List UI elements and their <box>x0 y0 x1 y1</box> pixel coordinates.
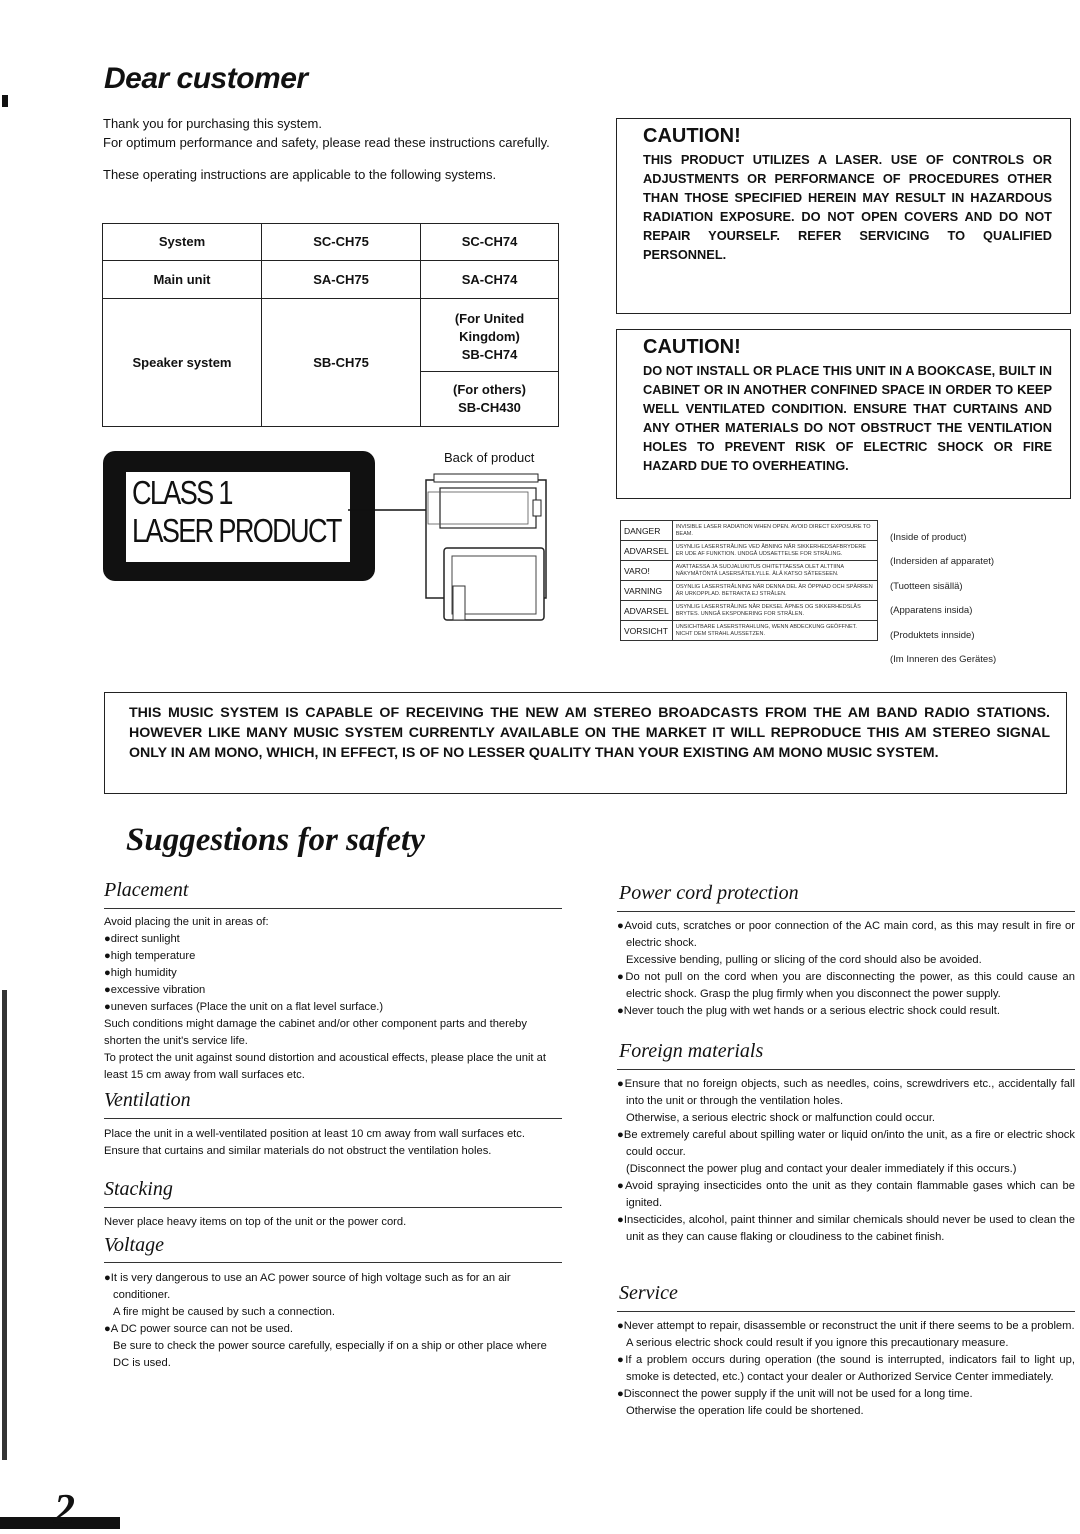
foreign-bullet-2-note: (Disconnect the power plug and contact your dealer immediately if this occurs.) <box>626 1163 1017 1175</box>
voltage-bullet-1: ●It is very dangerous to use an AC power source of high voltage such as for an air conditioner. <box>104 1272 511 1301</box>
systems-table <box>102 223 559 427</box>
voltage-bullet-2: ●A DC power source can not be used. <box>104 1323 293 1335</box>
scan-mark <box>2 95 8 107</box>
service-bullet-3-note: Otherwise the operation life could be shortened. <box>626 1405 864 1417</box>
laser-warning-label <box>620 520 878 641</box>
warning-word: DANGER <box>621 521 673 541</box>
list-item: ●high temperature <box>104 950 196 962</box>
power-cord-heading: Power cord protection <box>619 882 799 904</box>
warning-notes <box>890 526 996 672</box>
caution-ventilation-heading: CAUTION! <box>643 336 741 358</box>
voltage-heading: Voltage <box>104 1234 164 1256</box>
warning-word: VARO! <box>621 561 673 581</box>
warning-note: (Indersiden af apparatet) <box>890 556 995 568</box>
warning-text: OSYNLIG LASERSTRÅLNING NÄR DENNA DEL ÄR ÖPPNAD OCH SPÄRREN ÄR URKOPPLAD. BETRAKTA EJ STRÅLEN. <box>672 581 877 601</box>
system-b: SC-CH74 <box>421 224 559 261</box>
am-stereo-notice: THIS MUSIC SYSTEM IS CAPABLE OF RECEIVING THE NEW AM STEREO BROADCASTS FROM THE AM BAND RADIO STATIONS. HOWEVER LIKE MANY MUSIC SYSTEM CURRENTLY AVAILABLE ON THE MARKET IT WILL REPRODUCE THIS AM STEREO SIGNAL ONLY IN AM MONO, WHICH, IN EFFECT, IS OF NO LESSER QUALITY THAN YOUR EXISTING AM MONO MUSIC SYSTEM. <box>104 692 1067 794</box>
system-label: System <box>103 224 262 261</box>
stacking-heading: Stacking <box>104 1178 173 1200</box>
placement-para-2: To protect the unit against sound distortion and acoustical effects, please place the unit at least 15 cm away from wall surfaces etc. <box>104 1052 546 1081</box>
power-cord-body <box>617 918 1075 1020</box>
list-item: ●excessive vibration <box>104 984 206 996</box>
placement-para-1: Such conditions might damage the cabinet and/or other component parts and thereby shorten the unit's service life. <box>104 1018 527 1047</box>
service-bullet-2: ●If a problem occurs during operation (the sound is interrupted, indicators fail to light up, smoke is detected, etc.) contact your dealer or Authorized Service Center immediately. <box>617 1354 1075 1383</box>
section-divider <box>104 908 562 909</box>
foreign-materials-body <box>617 1076 1075 1246</box>
placement-lead: Avoid placing the unit in areas of: <box>104 916 269 928</box>
stacking-body <box>104 1214 562 1231</box>
placement-heading: Placement <box>104 879 189 901</box>
warning-text: USYNLIG LASERSTRÅLING VED ÅBNING NÅR SIKKERHEDSAFBRYDERE ER UDE AF FUNKTION. UNDGÅ UDSAETTELSE FOR STRÅLING. <box>672 541 877 561</box>
foreign-bullet-1: ●Ensure that no foreign objects, such as needles, coins, screwdrivers etc., accidentally fall into the unit or through the ventilation holes. <box>617 1078 1075 1107</box>
voltage-bullet-1-note: A fire might be caused by such a connection. <box>113 1306 336 1318</box>
caution-laser-box <box>616 118 1071 314</box>
laser-label-class: CLASS 1 <box>132 474 232 511</box>
warning-row <box>621 541 878 561</box>
warning-text: AVATTAESSA JA SUOJALUKITUS OHITETTAESSA OLET ALTTIINA NÄKYMÄTÖNTÄ LASERSÄTEILYLLE. ÄLÄ KATSO SÄTEESEEN. <box>672 561 877 581</box>
laser-label-text <box>132 474 341 550</box>
intro-applicable: These operating instructions are applicable to the following systems. <box>103 167 497 182</box>
main-unit-b: SA-CH74 <box>421 261 559 299</box>
warning-row <box>621 621 878 641</box>
ventilation-body <box>104 1126 562 1160</box>
main-unit-a: SA-CH75 <box>262 261 421 299</box>
intro-thanks: Thank you for purchasing this system. <box>103 116 322 131</box>
caution-ventilation-box <box>616 329 1071 499</box>
warning-row <box>621 561 878 581</box>
list-item: ●high humidity <box>104 967 177 979</box>
laser-label-product: LASER PRODUCT <box>132 512 341 549</box>
caution-laser-heading: CAUTION! <box>643 125 741 147</box>
placement-body <box>104 914 564 1084</box>
page-title: Dear customer <box>104 62 308 95</box>
service-bullet-1: ●Never attempt to repair, disassemble or reconstruct the unit if there seems to be a problem. <box>617 1320 1075 1332</box>
service-bullet-1-note: A serious electric shock could result if you ignore this precautionary measure. <box>626 1337 1009 1349</box>
foreign-bullet-3: ●Avoid spraying insecticides onto the unit as they contain flammable gases which can be ignited. <box>617 1180 1075 1209</box>
foreign-bullet-1-note: Otherwise, a serious electric shock or malfunction could occur. <box>626 1112 936 1124</box>
warning-word: ADVARSEL <box>621 601 673 621</box>
speaker-b-other-model: SB-CH430 <box>458 400 521 415</box>
list-item: ●uneven surfaces (Place the unit on a flat level surface.) <box>104 1001 384 1013</box>
ventilation-heading: Ventilation <box>104 1089 191 1111</box>
service-body <box>617 1318 1075 1420</box>
warning-note: (Im Inneren des Gerätes) <box>890 654 997 666</box>
warning-word: VORSICHT <box>621 621 673 641</box>
ventilation-para-2: Ensure that curtains and similar materials do not obstruct the ventilation holes. <box>104 1145 492 1157</box>
warning-text: INVISIBLE LASER RADIATION WHEN OPEN. AVOID DIRECT EXPOSURE TO BEAM. <box>672 521 877 541</box>
warning-note: (Apparatens insida) <box>890 605 973 617</box>
back-of-product-caption: Back of product <box>444 450 535 465</box>
voltage-body <box>104 1270 564 1372</box>
power-bullet-3: ●Never touch the plug with wet hands or a serious electric shock could result. <box>617 1005 1000 1017</box>
warning-text: UNSICHTBARE LASERSTRAHLUNG, WENN ABDECKUNG GEÖFFNET. NICHT DEM STRAHL AUSSETZEN. <box>672 621 877 641</box>
power-bullet-1-note: Excessive bending, pulling or slicing of the cord should also be avoided. <box>626 954 982 966</box>
section-divider <box>104 1207 562 1208</box>
safety-title: Suggestions for safety <box>126 822 425 858</box>
speaker-b-other <box>421 372 559 427</box>
speaker-b-other-label: (For others) <box>453 382 526 397</box>
intro-read: For optimum performance and safety, please read these instructions carefully. <box>103 135 550 150</box>
voltage-bullet-2-note: Be sure to check the power source carefully, especially if on a ship or other place where DC is used. <box>113 1340 547 1369</box>
warning-row <box>621 521 878 541</box>
section-divider <box>617 1069 1075 1070</box>
speaker-a: SB-CH75 <box>262 299 421 427</box>
foreign-materials-heading: Foreign materials <box>619 1040 764 1062</box>
warning-row <box>621 601 878 621</box>
power-bullet-2: ●Do not pull on the cord when you are disconnecting the power, as this could cause an electric shock. Grasp the plug firmly when you disconnect the power supply. <box>617 971 1075 1000</box>
system-a: SC-CH75 <box>262 224 421 261</box>
speaker-b-uk-label: (For United Kingdom) <box>454 311 525 344</box>
section-divider <box>617 1311 1075 1312</box>
page-number: 2 <box>54 1487 75 1533</box>
warning-word: ADVARSEL <box>621 541 673 561</box>
speaker-b-uk-model: SB-CH74 <box>461 347 518 362</box>
section-divider <box>104 1118 562 1119</box>
scan-mark <box>2 990 7 1460</box>
list-item: ●direct sunlight <box>104 933 180 945</box>
warning-note: (Produktets innside) <box>890 629 975 641</box>
foreign-bullet-4: ●Insecticides, alcohol, paint thinner and similar chemicals should never be used to clean the unit as they can cause flaking or cloudiness to the cabinet finish. <box>617 1214 1075 1243</box>
ventilation-para-1: Place the unit in a well-ventilated position at least 10 cm away from wall surfaces etc. <box>104 1128 525 1140</box>
warning-row <box>621 581 878 601</box>
section-divider <box>617 911 1075 912</box>
service-bullet-3: ●Disconnect the power supply if the unit will not be used for a long time. <box>617 1388 973 1400</box>
power-bullet-1: ●Avoid cuts, scratches or poor connection of the AC main cord, as this may result in fire or electric shock. <box>617 920 1075 949</box>
caution-ventilation-text: DO NOT INSTALL OR PLACE THIS UNIT IN A BOOKCASE, BUILT IN CABINET OR IN ANOTHER CONFINED SPACE IN ORDER TO KEEP WELL VENTILATED CONDITION. ENSURE THAT CURTAINS AND ANY OTHER MATERIALS DO NOT OBSTRUCT THE VENTILATION HOLES TO PREVENT RISK OF ELECTRIC SHOCK OR FIRE HAZARD DUE TO OVERHEATING. <box>643 363 1052 473</box>
warning-text: USYNLIG LASERSTRÅLING NÅR DEKSEL ÅPNES OG SIKKERHEDSLÅS BRYTES. UNNGÅ EKSPONERING FOR STRÅLEN. <box>672 601 877 621</box>
section-divider <box>104 1262 562 1263</box>
intro-text <box>103 114 573 184</box>
back-of-product-illustration <box>348 470 558 630</box>
main-unit-label: Main unit <box>103 261 262 299</box>
service-heading: Service <box>619 1282 678 1304</box>
warning-word: VARNING <box>621 581 673 601</box>
warning-note: (Tuotteen sisällä) <box>890 580 963 592</box>
stacking-para: Never place heavy items on top of the unit or the power cord. <box>104 1216 407 1228</box>
speaker-label: Speaker system <box>103 299 262 427</box>
warning-note: (Inside of product) <box>890 532 967 543</box>
caution-laser-text: THIS PRODUCT UTILIZES A LASER. USE OF CONTROLS OR ADJUSTMENTS OR PERFORMANCE OF PROCEDURES OTHER THAN THOSE SPECIFIED HEREIN MAY RESULT IN HAZARDOUS RADIATION EXPOSURE. DO NOT OPEN COVERS AND DO NOT REPAIR YOURSELF. REFER SERVICING TO QUALIFIED PERSONNEL. <box>643 152 1052 262</box>
foreign-bullet-2: ●Be extremely careful about spilling water or liquid on/into the unit, as a fire or electric shock could occur. <box>617 1129 1075 1158</box>
speaker-b-uk <box>421 299 559 372</box>
